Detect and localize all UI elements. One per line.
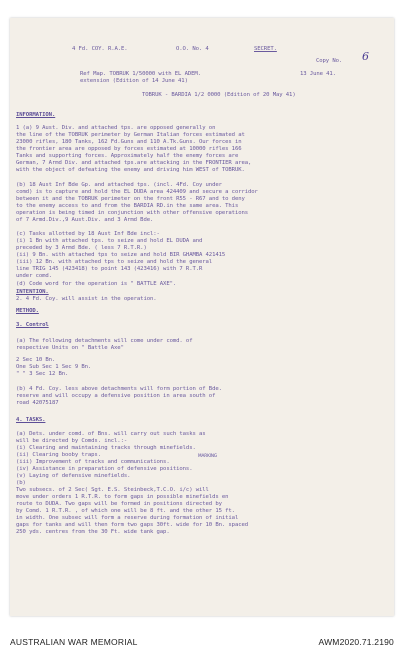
ref-map-date: 13 June 41.	[300, 71, 336, 77]
body-line: line TRIG 145 (423418) to point 143 (423416) with 7 R.T.R	[16, 266, 203, 272]
body-line: Two subsecs. of 2 Sec( Sgt. E.S. Steinbeck,T.C.O. i/c) will	[16, 487, 209, 493]
body-line: the line of the TOBRUK perimeter by German Italian forces estimated at	[16, 132, 245, 138]
body-line: reserve and will occupy a defensive position in area south of	[16, 393, 216, 399]
body-line: gaps for tanks and will then form two gaps 30ft. wide for 10 Bn. spaced	[16, 522, 249, 528]
body-line: (d) Code word for the operation is " BATTLE AXE".	[16, 281, 177, 287]
body-line: (i) Clearing and maintaining tracks through minefields.	[16, 445, 196, 451]
body-line: will be directed by Comds. incl.:-	[16, 438, 128, 444]
body-line: " " 3 Sec 12 Bn.	[16, 371, 69, 377]
document-page	[10, 18, 394, 616]
body-line: 1 (a) 9 Aust. Div. and attached tps. are opposed generally on	[16, 125, 216, 131]
copy-no-value: 6	[362, 50, 369, 63]
classification: SECRET.	[254, 46, 277, 52]
section-heading: INTENTION.	[16, 289, 49, 295]
body-line: of 7 Armd.Div.,9 Aust.Div. and 3 Armd Bde.	[16, 217, 154, 223]
body-line: with the object of defeating the enemy and driving him WEST of TOBRUK.	[16, 167, 245, 173]
section-heading: INFORMATION.	[16, 112, 56, 118]
body-line: (b) 4 Fd. Coy. less above detachments will form portion of Bde.	[16, 386, 222, 392]
body-line: (ii) 9 Bn. with attached tps to seize and hold BIR GHAMBA 421415	[16, 252, 226, 258]
body-line: (ii) Clearing booby traps.	[16, 452, 101, 458]
body-line: by Comd. 1 R.T.R. , of which one will be 8 ft. and the other 15 ft.	[16, 508, 235, 514]
body-line: (b) 18 Aust Inf Bde Gp. and attached tps. (incl. 4Fd. Coy under	[16, 182, 222, 188]
section-heading: 4. TASKS.	[16, 417, 46, 423]
body-line: under comd.	[16, 273, 52, 279]
body-line: 250 yds. centres from the 30 Ft. wide tank gap.	[16, 529, 170, 535]
section-heading: METHOD.	[16, 308, 39, 314]
handwritten-insert: MARKING	[198, 453, 218, 458]
body-line: route to DUDA. Two gaps will be formed in positions directed by	[16, 501, 222, 507]
body-line: (iii) 12 Bn. with attached tps to seize and hold the general	[16, 259, 213, 265]
body-line: road 42075187	[16, 400, 59, 406]
body-line: operation is being timed in conjunction with other offensive operations	[16, 210, 249, 216]
body-line: (b)	[16, 480, 26, 486]
body-line: move under orders 1 R.T.R. to form gaps in possible minefields en	[16, 494, 229, 500]
unit-name: 4 Fd. COY. R.A.E.	[72, 46, 128, 52]
body-line: (iii) Improvement of tracks and communications.	[16, 459, 170, 465]
body-line: 23000 rifles, 180 Tanks, 162 Fd.Guns and 110 A.Tk.Guns. Our forces in	[16, 139, 242, 145]
body-line: respective Units on " Battle Axe"	[16, 345, 124, 351]
body-line: (c) Tasks allotted by 18 Aust Inf Bde incl:-	[16, 231, 160, 237]
body-line: (v) Laying of defensive minefields.	[16, 473, 131, 479]
ref-map-extension: extension (Edition of 14 June 41)	[80, 78, 188, 84]
body-line: (iv) Assistance in preparation of defensive positions.	[16, 466, 193, 472]
body-line: One Sub Sec 1 Sec 9 Bn.	[16, 364, 92, 370]
body-line: comd) is to capture and hold the EL DUDA area 424409 and secure a corridor	[16, 189, 258, 195]
footer-source: AUSTRALIAN WAR MEMORIAL	[10, 637, 138, 647]
body-line: to the enemy access to and from the BARDIA RD.in the same area. This	[16, 203, 239, 209]
body-line: (a) Dets. under comd. of Bns. will carry out such tasks as	[16, 431, 206, 437]
body-line: Tanks and supporting forces. Approximately half the enemy forces are	[16, 153, 239, 159]
body-line: in width. One subsec will form a reserve during formation of initial	[16, 515, 239, 521]
ref-map-secondary: TOBRUK - BARDIA 1/2 0000 (Edition of 20 May 41)	[142, 92, 296, 98]
footer-accession: AWM2020.71.2190	[318, 637, 394, 647]
body-line: 2 Sec 10 Bn.	[16, 357, 56, 363]
section-heading: 3. Control	[16, 322, 49, 328]
body-line: (a) The following detachments will come under comd. of	[16, 338, 193, 344]
body-line: between it and the TOBRUK perimeter on the front R55 - R67 and to deny	[16, 196, 245, 202]
order-number: O.O. No. 4	[176, 46, 209, 52]
body-line: German, 7 Armd Div. and attached tps.are attacking in the FRONTIER area,	[16, 160, 252, 166]
body-line: (i) 1 Bn with attached tps. to seize and hold EL DUDA and	[16, 238, 203, 244]
ref-map: Ref Map. TOBRUK 1/50000 with EL ADEM.	[80, 71, 201, 77]
body-line: 2. 4 Fd. Coy. will assist in the operation.	[16, 296, 157, 302]
body-line: preceded by 3 Armd Bde. ( less 7 R.T.R.)	[16, 245, 147, 251]
copy-no-label: Copy No.	[316, 58, 343, 64]
body-line: the frontier area are opposed by forces estimated at 10000 rifles 166	[16, 146, 242, 152]
